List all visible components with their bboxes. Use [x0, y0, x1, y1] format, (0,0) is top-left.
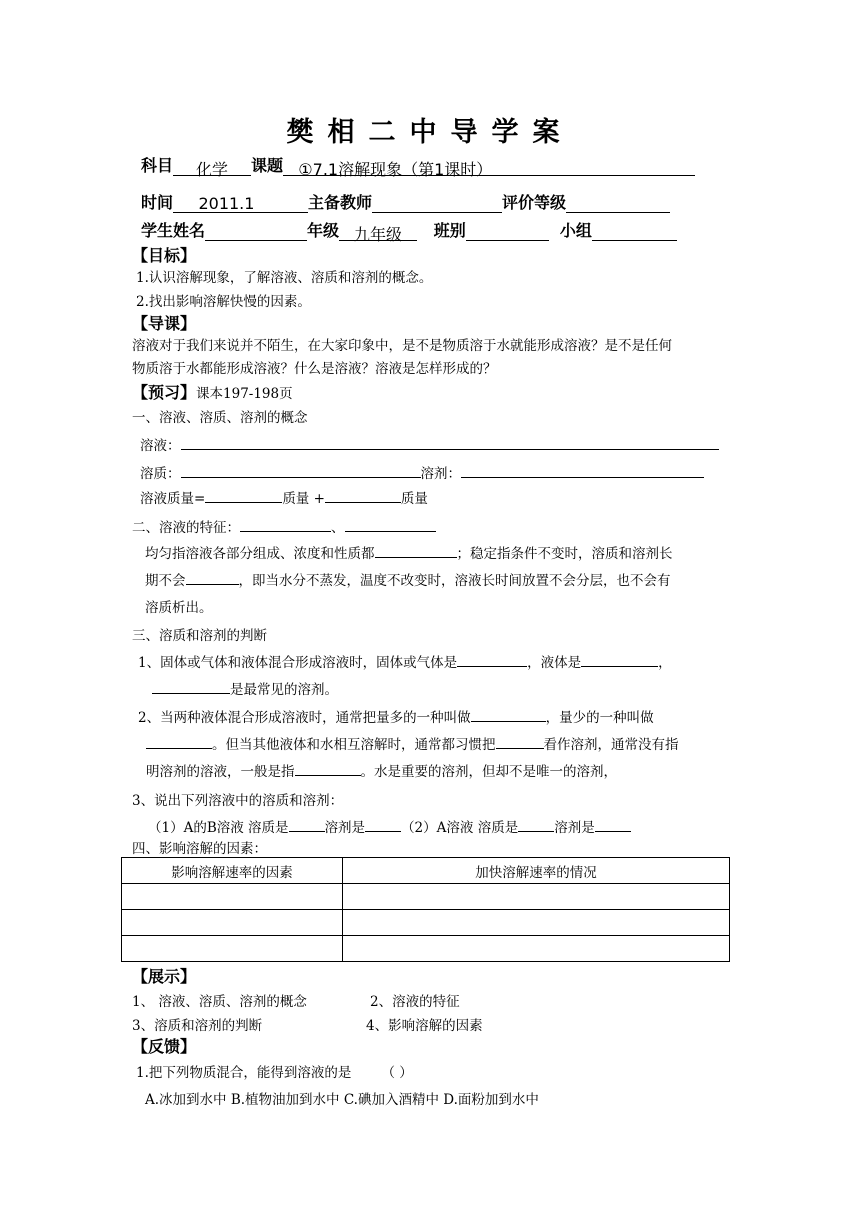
intro-heading: 【导课】: [132, 314, 197, 333]
show-heading: 【展示】: [132, 967, 197, 986]
section-title: 二、溶液的特征：: [132, 520, 240, 536]
mass-label: 溶液质量=: [140, 491, 206, 507]
text-span: 1、固体或气体和液体混合形成溶液时，固体或气体是: [138, 655, 458, 671]
time-label: 时间: [141, 193, 174, 212]
group-label: 小组: [559, 221, 592, 240]
header-row-subject: [141, 153, 695, 179]
table-cell[interactable]: [122, 910, 343, 936]
preview-heading: 【预习】: [132, 383, 197, 402]
text-span: 。水是重要的溶剂，但却不是唯一的溶剂，: [360, 764, 617, 780]
ab-solvent-blank[interactable]: [365, 817, 401, 832]
show-item: 3、溶质和溶剂的判断: [132, 1018, 263, 1034]
class-label: 班别: [433, 221, 466, 240]
solute-label: 溶质：: [140, 466, 181, 482]
text-span: 期不会: [145, 573, 186, 589]
show-item: 1、 溶液、溶质、溶剂的概念: [132, 994, 307, 1010]
header-row-student: [141, 218, 677, 244]
water-blank[interactable]: [496, 734, 544, 749]
group-field[interactable]: [592, 222, 677, 241]
student-name-field[interactable]: [205, 222, 307, 241]
section-title: 四、影响溶解的因素：: [132, 841, 267, 857]
goal-item: 2.找出影响溶解快慢的因素。: [136, 294, 311, 310]
question-options: A.冰加到水中 B.植物油加到水中 C.碘加入酒精中 D.面粉加到水中: [145, 1092, 539, 1108]
separator-text: 、: [331, 520, 345, 536]
solvent-label: 溶剂：: [420, 466, 461, 482]
text-span: 溶剂是: [554, 820, 595, 836]
solution-row: [140, 434, 719, 454]
stable-blank[interactable]: [186, 570, 239, 585]
section-title: 一、溶液、溶质、溶剂的概念: [132, 410, 308, 426]
uniform-blank[interactable]: [375, 543, 457, 558]
solution-label: 溶液：: [140, 438, 181, 454]
mass-row: [140, 487, 428, 507]
teacher-field[interactable]: [372, 194, 502, 213]
common-solvent-blank[interactable]: [152, 679, 230, 694]
preview-heading-row: [132, 380, 293, 403]
judge-line-2: [152, 678, 338, 698]
text-span: ，: [658, 655, 672, 671]
table-cell[interactable]: [122, 936, 343, 962]
solute-blank[interactable]: [181, 463, 421, 478]
table-row: [122, 884, 730, 910]
judge-line-6: 3、说出下列溶液中的溶质和溶剂：: [132, 793, 344, 809]
section-title: 三、溶质和溶剂的判断: [132, 628, 267, 644]
topic-value: ①7.1溶解现象（第1课时）: [298, 160, 493, 179]
feature-line-1: [145, 542, 673, 562]
a-solute-blank[interactable]: [518, 817, 554, 832]
goals-heading: 【目标】: [132, 246, 197, 265]
table-header: 影响溶解速率的因素: [122, 858, 343, 884]
question-text: 1.把下列物质混合，能得到溶液的是: [136, 1065, 352, 1081]
mass-end-text: 质量: [400, 491, 428, 507]
answer-paren[interactable]: （ ）: [381, 1065, 413, 1081]
mass-mid-text: 质量 +: [282, 491, 325, 507]
time-value: 2011.1: [198, 194, 255, 213]
feature-blank-1[interactable]: [240, 517, 331, 532]
class-field[interactable]: [466, 222, 549, 241]
section-2-row: [132, 516, 436, 536]
intro-text-line: 物质溶于水都能形成溶液？什么是溶液？溶液是怎样形成的？: [132, 361, 497, 377]
header-row-time: [141, 190, 670, 213]
evaluation-label: 评价等级: [502, 193, 567, 212]
show-item: 2、溶液的特征: [370, 994, 460, 1010]
solvent-blank[interactable]: [461, 463, 704, 478]
solution-blank[interactable]: [181, 435, 719, 450]
topic-label: 课题: [251, 156, 284, 175]
text-span: ，即当水分不蒸发，温度不改变时，溶液长时间放置不会分层，也不会有: [238, 573, 671, 589]
more-liquid-blank[interactable]: [471, 707, 546, 722]
mass-blank-2[interactable]: [325, 488, 401, 503]
student-name-label: 学生姓名: [141, 221, 206, 240]
time-field[interactable]: [173, 194, 308, 213]
table-header: 加快溶解速率的情况: [343, 858, 730, 884]
intro-text-line: 溶液对于我们来说并不陌生，在大家印象中，是不是物质溶于水就能形成溶液？是不是任何: [132, 338, 672, 354]
text-span: （1）A的B溶液 溶质是: [148, 820, 289, 836]
text-span: ，液体是: [527, 655, 582, 671]
judge-line-3: [138, 706, 654, 726]
show-item: 4、影响溶解的因素: [366, 1018, 483, 1034]
mass-blank-1[interactable]: [205, 488, 282, 503]
subject-field[interactable]: [173, 157, 251, 179]
judge-line-7: [148, 816, 631, 836]
judge-line-4: [146, 733, 679, 753]
text-span: 明溶剂的溶液，一般是指: [146, 764, 295, 780]
a-solvent-blank[interactable]: [595, 817, 631, 832]
text-span: 溶剂是: [324, 820, 366, 836]
table-cell[interactable]: [343, 936, 730, 962]
default-solution-blank[interactable]: [295, 761, 361, 776]
subject-value: 化学: [196, 160, 229, 179]
text-span: （2）A溶液 溶质是: [401, 820, 519, 836]
grade-value: 九年级: [354, 225, 403, 244]
text-span: 看作溶剂，通常没有指: [543, 737, 679, 753]
preview-pages: 课本197-198页: [196, 386, 293, 402]
topic-field[interactable]: [283, 157, 695, 179]
judge-line-1: [138, 651, 672, 671]
text-span: ，量少的一种叫做: [545, 710, 654, 726]
text-span: 2、当两种液体混合形成溶液时，通常把量多的一种叫做: [138, 710, 471, 726]
table-row: [122, 936, 730, 962]
table-row: [122, 910, 730, 936]
page-title: 樊相二中导学案: [286, 117, 574, 148]
less-liquid-blank[interactable]: [146, 734, 212, 749]
goal-item: 1.认识溶解现象，了解溶液、溶质和溶剂的概念。: [136, 270, 433, 286]
table-cell[interactable]: [122, 884, 343, 910]
subject-label: 科目: [141, 156, 174, 175]
question-row: [136, 1061, 413, 1081]
grade-label: 年级: [307, 221, 340, 240]
feature-blank-2[interactable]: [345, 517, 436, 532]
evaluation-field[interactable]: [566, 194, 670, 213]
table-cell[interactable]: [343, 884, 730, 910]
solute-solvent-row: [140, 462, 704, 482]
feature-line-3: 溶质析出。: [145, 600, 213, 616]
teacher-label: 主备教师: [308, 193, 373, 212]
grade-field[interactable]: [339, 222, 417, 244]
ab-solute-blank[interactable]: [289, 817, 325, 832]
feature-line-2: [145, 569, 671, 589]
text-span: 是最常见的溶剂。: [230, 682, 338, 698]
text-span: ；稳定指条件不变时，溶质和溶剂长: [456, 546, 673, 562]
table-cell[interactable]: [343, 910, 730, 936]
text-span: 。但当其他液体和水相互溶解时，通常都习惯把: [212, 737, 496, 753]
table-header-row: [122, 858, 730, 884]
text-span: 均匀指溶液各部分组成、浓度和性质都: [145, 546, 375, 562]
feedback-heading: 【反馈】: [132, 1037, 197, 1056]
solute-type-blank[interactable]: [457, 652, 527, 667]
solvent-type-blank[interactable]: [581, 652, 658, 667]
judge-line-5: [146, 760, 617, 780]
factors-table: [121, 857, 730, 962]
